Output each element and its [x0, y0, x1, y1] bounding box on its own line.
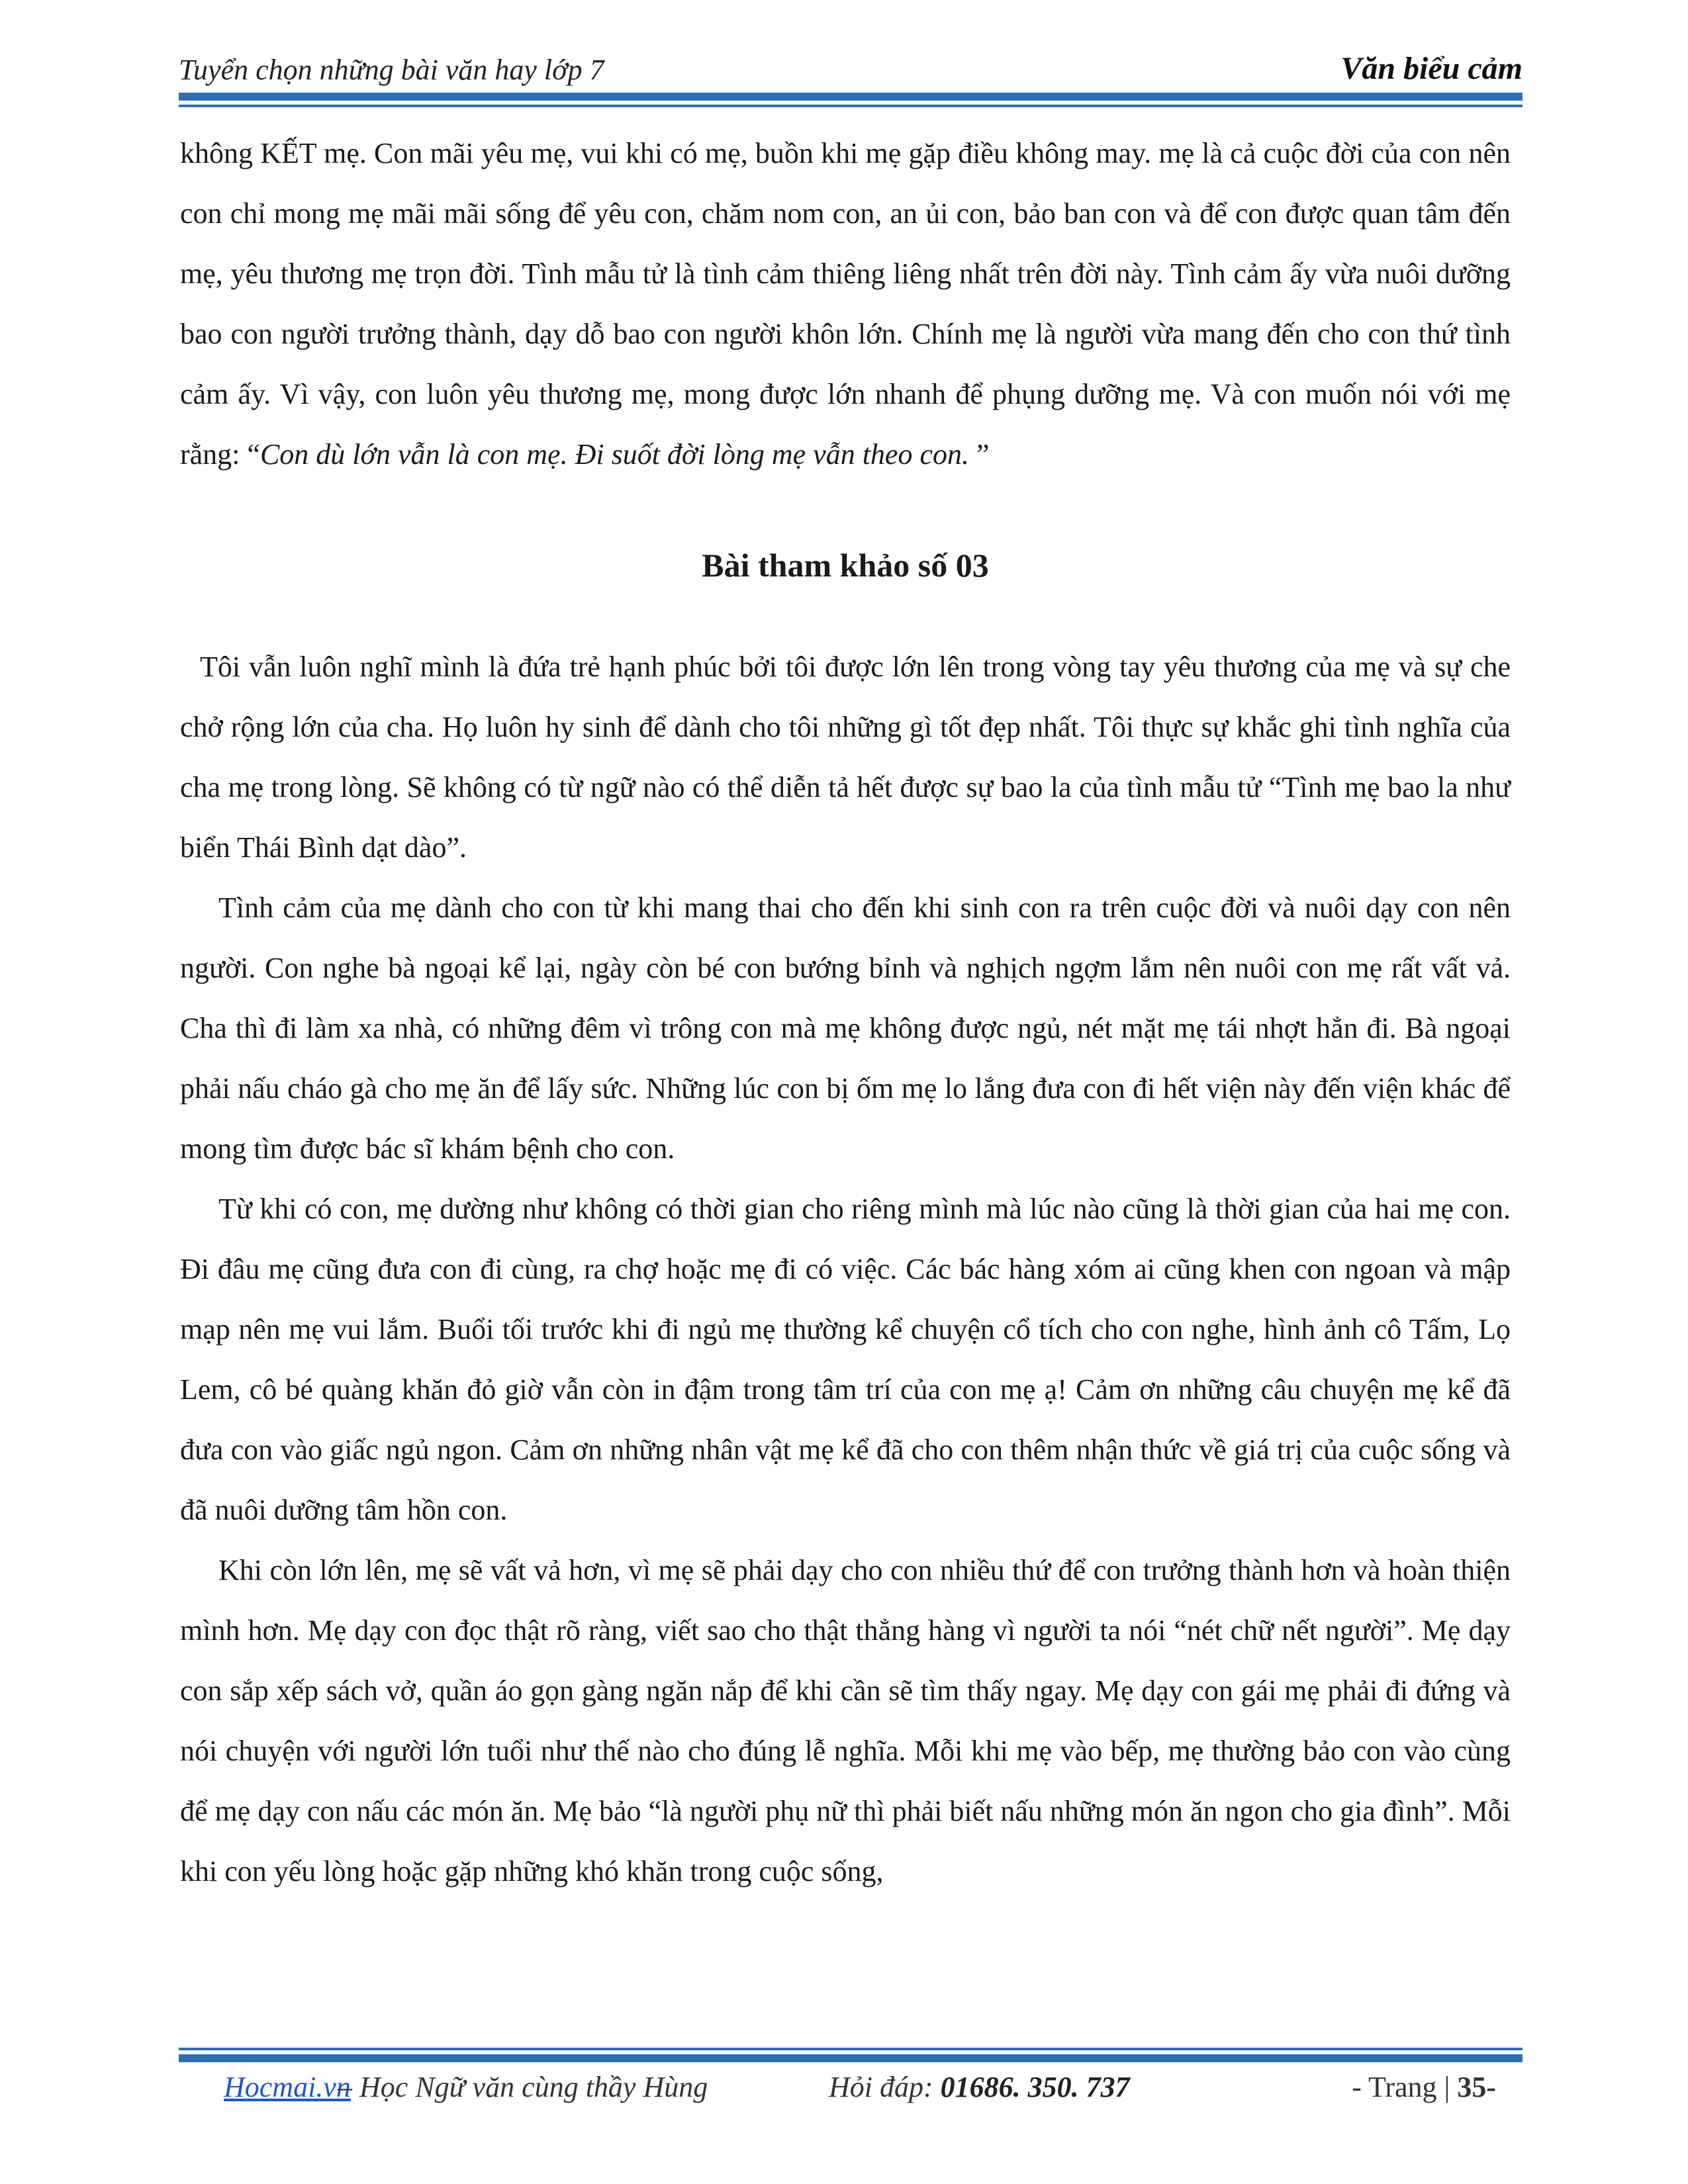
document-body — [180, 123, 1511, 1901]
essay-paragraph-2: Tình cảm của mẹ dành cho con từ khi mang thai cho đến khi sinh con ra trên cuộc đời và nuôi dạy con nên người. Con nghe bà ngoại kể lại, ngày còn bé con bướng bỉnh và nghịch ngợm lắm nên nuôi con mẹ rất vất vả. Cha thì đi làm xa nhà, có những đêm vì trông con mà mẹ không được ngủ, nét mặt mẹ tái nhợt hẳn đi. Bà ngoại phải nấu cháo gà cho mẹ ăn để lấy sức. Những lúc con bị ốm mẹ lo lắng đưa con đi hết viện này đến viện khác để mong tìm được bác sĩ khám bệnh cho con. — [180, 891, 1511, 1165]
footer-rule-thin — [179, 2048, 1523, 2050]
footer-rule-thick — [179, 2054, 1523, 2062]
section-title: Văn biểu cảm — [1340, 51, 1523, 86]
header-rule-thin — [179, 105, 1523, 107]
page-number: 35- — [1457, 2071, 1496, 2103]
intro-close: ” — [968, 438, 990, 471]
intro-paragraph — [180, 123, 1511, 484]
page-header — [179, 48, 1523, 94]
page-indicator — [1352, 2070, 1496, 2104]
essay-paragraph-1: Tôi vẫn luôn nghĩ mình là đứa trẻ hạnh phúc bởi tôi được lớn lên trong vòng tay yêu thương của mẹ và sự che chở rộng lớn của cha. Họ luôn hy sinh để dành cho tôi những gì tốt đẹp nhất. Tôi thực sự khắc ghi tình nghĩa của cha mẹ trong lòng. Sẽ không có từ ngữ nào có thể diễn tả hết được sự bao la của tình mẫu tử “Tình mẹ bao la như biển Thái Bình dạt dào”. — [180, 651, 1511, 864]
document-title: Tuyển chọn những bài văn hay lớp 7 — [179, 54, 604, 86]
phone-number: 01686. 350. 737 — [940, 2071, 1130, 2103]
site-subtitle: – Học Ngữ văn cùng thầy Hùng — [338, 2071, 708, 2103]
page-label: - Trang | — [1352, 2071, 1458, 2103]
page-footer — [179, 2070, 1523, 2110]
intro-text: không KẾT mẹ. Con mãi yêu mẹ, vui khi có mẹ, buồn khi mẹ gặp điều không may. mẹ là cả cuộc đời của con nên con chỉ mong mẹ mãi mãi sống để yêu con, chăm nom con, an ủi con, bảo ban con và để con được quan tâm đến mẹ, yêu thương mẹ trọn đời. Tình mẫu tử là tình cảm thiêng liêng nhất trên đời này. Tình cảm ấy vừa nuôi dưỡng bao con người trưởng thành, dạy dỗ bao con người khôn lớn. Chính mẹ là người vừa mang đến cho con thứ tình cảm ấy. Vì vậy, con luôn yêu thương mẹ, mong được lớn nhanh để phụng dưỡng mẹ. Và con muốn nói với mẹ rằng: “ — [180, 137, 1511, 471]
qa-contact — [829, 2070, 1130, 2104]
qa-label: Hỏi đáp: — [829, 2071, 941, 2103]
essay-paragraph-4: Khi còn lớn lên, mẹ sẽ vất vả hơn, vì mẹ sẽ phải dạy cho con nhiều thứ để con trưởng thành hơn và hoàn thiện mình hơn. Mẹ dạy con đọc thật rõ ràng, viết sao cho thật thẳng hàng vì người ta nói “nét chữ nết người”. Mẹ dạy con sắp xếp sách vở, quần áo gọn gàng ngăn nắp để khi cần sẽ tìm thấy ngay. Mẹ dạy con gái mẹ phải đi đứng và nói chuyện với người lớn tuổi như thế nào cho đúng lễ nghĩa. Mỗi khi mẹ vào bếp, mẹ thường bảo con vào cùng để mẹ dạy con nấu các món ăn. Mẹ bảo “là người phụ nữ thì phải biết nấu những món ăn ngon cho gia đình”. Mỗi khi con yếu lòng hoặc gặp những khó khăn trong cuộc sống, — [180, 1554, 1511, 1888]
site-link[interactable]: Hocmai.vn — [224, 2071, 351, 2103]
essay-paragraph-3: Từ khi có con, mẹ dường như không có thời gian cho riêng mình mà lúc nào cũng là thời gian của hai mẹ con. Đi đâu mẹ cũng đưa con đi cùng, ra chợ hoặc mẹ đi có việc. Các bác hàng xóm ai cũng khen con ngoan và mập mạp nên mẹ vui lắm. Buổi tối trước khi đi ngủ mẹ thường kể chuyện cổ tích cho con nghe, hình ảnh cô Tấm, Lọ Lem, cô bé quàng khăn đỏ giờ vẫn còn in đậm trong tâm trí của con mẹ ạ! Cảm ơn những câu chuyện mẹ kể đã đưa con vào giấc ngủ ngon. Cảm ơn những nhân vật mẹ kể đã cho con thêm nhận thức về giá trị của cuộc sống và đã nuôi dưỡng tâm hồn con. — [180, 1193, 1511, 1526]
intro-quote: Con dù lớn vẫn là con mẹ. Đi suốt đời lòng mẹ vẫn theo con. — [259, 438, 969, 471]
header-rule-thick — [179, 93, 1523, 101]
essay-heading: Bài tham khảo số 03 — [702, 547, 989, 584]
